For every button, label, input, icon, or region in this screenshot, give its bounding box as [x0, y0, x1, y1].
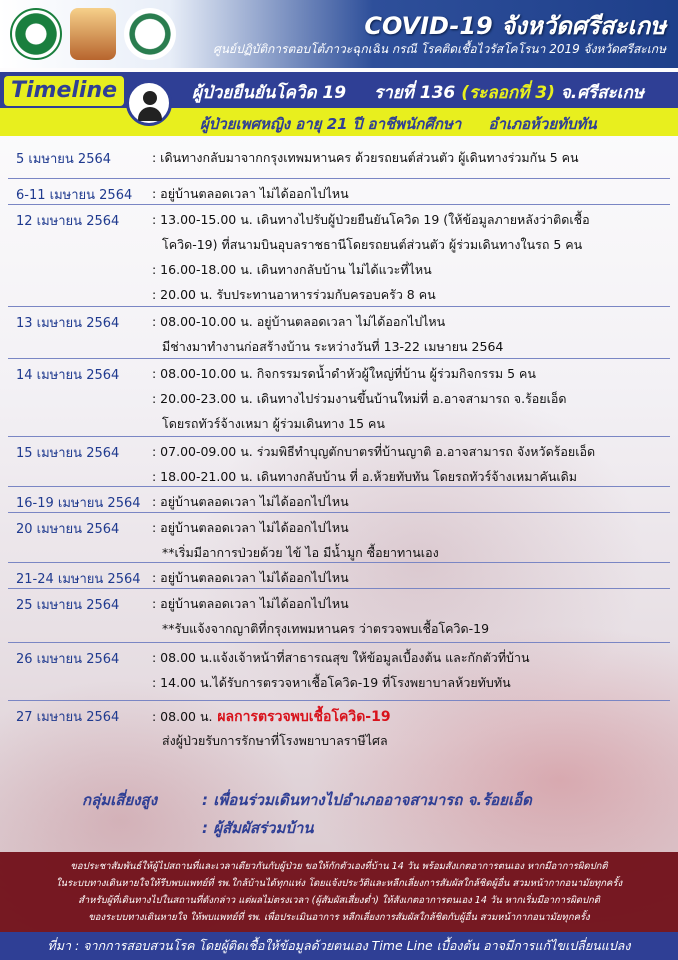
timeline-event-line: : 08.00-10.00 น. กิจกรรมรดน้ำดำหัวผู้ใหญ่ที่บ้าน ผู้ร่วมกิจกรรม 5 คน [152, 366, 536, 381]
risk-group-row-2 [82, 816, 314, 840]
timeline-event-line: **เริ่มมีอาการป่วยด้วย ไข้ ไอ มีน้ำมูก ซื้อยาทานเอง [162, 545, 439, 560]
advisory-line: ของระบบทางเดินหายใจ ให้พบแพทย์ที่ รพ. เพื่อประเมินอาการ หลีกเลี่ยงการสัมผัสใกล้ชิดกับผู้อื่น สวมหน้ากากอนามัยทุกครั้ง [88, 912, 590, 923]
case-heading [192, 79, 644, 106]
timeline-date: 14 เมษายน 2564 [16, 368, 120, 383]
timeline-event-line: **รับแจ้งจากญาติที่กรุงเทพมหานคร ว่าตรวจพบเชื้อโควิด-19 [162, 621, 490, 636]
timeline-event-line: : 08.00-10.00 น. อยู่บ้านตลอดเวลา ไม่ได้ออกไปไหน [152, 314, 446, 329]
patient-district: อำเภอห้วยทับทัน [488, 115, 597, 133]
timeline-date: 16-19 เมษายน 2564 [16, 496, 141, 511]
timeline-divider [8, 204, 670, 205]
timeline-event-line: : อยู่บ้านตลอดเวลา ไม่ได้ออกไปไหน [152, 596, 349, 611]
header-bar [0, 0, 678, 68]
timeline-event-line: : 20.00-23.00 น. เดินทางไปร่วมงานขึ้นบ้านใหม่ที่ อ.อาจสามารถ จ.ร้อยเอ็ด [152, 391, 567, 406]
timeline-divider [8, 588, 670, 589]
advisory-line: ในระบบทางเดินหายใจให้รีบพบแพทย์ที่ รพ.ใกล้บ้านได้ทุกแห่ง โดยแจ้งประวัติและหลีกเลี่ยงการสัมผัสใกล้ชิดผู้อื่น สวมหน้ากากอนามัยทุกครั้ง [55, 878, 623, 889]
timeline-divider [8, 562, 670, 563]
source-footer: ที่มา : จากการสอบสวนโรค โดยผู้ติดเชื้อให้ข้อมูลด้วยตนเอง Time Line เบื้องต้น อาจมีการแก้ไขเปลี่ยนแปลง [0, 932, 678, 960]
timeline-date: 25 เมษายน 2564 [16, 598, 120, 613]
timeline-divider [8, 700, 670, 701]
timeline-event-line: : 13.00-15.00 น. เดินทางไปรับผู้ป่วยยืนยันโควิด 19 (ให้ข้อมูลภายหลังว่าติดเชื้อ [152, 212, 590, 227]
health-office-logo-icon [124, 8, 176, 60]
ministry-logo-icon [10, 8, 62, 60]
timeline-date: 27 เมษายน 2564 [16, 710, 120, 725]
patient-info: ผู้ป่วยเพศหญิง อายุ 21 ปี อาชีพนักศึกษา [200, 115, 462, 133]
timeline-event-line: : 20.00 น. รับประทานอาหารร่วมกับครอบครัว 8 คน [152, 287, 436, 302]
timeline-divider [8, 486, 670, 487]
case-number: รายที่ 136 [374, 83, 456, 103]
timeline-date: 13 เมษายน 2564 [16, 316, 120, 331]
timeline-event-line: : อยู่บ้านตลอดเวลา ไม่ได้ออกไปไหน [152, 494, 349, 509]
timeline-event-line: โดยรถทัวร์จ้างเหมา ผู้ร่วมเดินทาง 15 คน [162, 416, 385, 431]
timeline-divider [8, 642, 670, 643]
timeline-event-line: โควิด-19) ที่สนามบินอุบลราชธานีโดยรถยนต์ส่วนตัว ผู้ร่วมเดินทางในรถ 5 คน [162, 237, 583, 252]
timeline-event-line: : อยู่บ้านตลอดเวลา ไม่ได้ออกไปไหน [152, 570, 349, 585]
timeline-event-line: มีช่างมาทำงานก่อสร้างบ้าน ระหว่างวันที่ 13-22 เมษายน 2564 [162, 339, 504, 354]
risk-group-item: : ผู้สัมผัสร่วมบ้าน [202, 819, 314, 837]
patient-heading [200, 112, 597, 136]
female-patient-icon [126, 80, 172, 126]
timeline-divider [8, 358, 670, 359]
timeline-badge: Timeline [4, 76, 124, 106]
timeline-divider [8, 178, 670, 179]
timeline-divider [8, 512, 670, 513]
timeline-event-line: : อยู่บ้านตลอดเวลา ไม่ได้ออกไปไหน [152, 520, 349, 535]
risk-group-label: กลุ่มเสี่ยงสูง [82, 791, 158, 809]
timeline-event-line: : 16.00-18.00 น. เดินทางกลับบ้าน ไม่ได้แวะที่ไหน [152, 262, 432, 277]
advisory-line: ขอประชาสัมพันธ์ให้ผู้ไปสถานที่และเวลาเดียวกันกับผู้ป่วย ขอให้กักตัวเองที่บ้าน 14 วัน พร้อมสังเกตอาการตนเอง หากมีอาการผิดปกติ [70, 861, 608, 872]
case-title: ผู้ป่วยยืนยันโควิด 19 [192, 83, 347, 103]
timeline-date: 26 เมษายน 2564 [16, 652, 120, 667]
timeline-date: 15 เมษายน 2564 [16, 446, 120, 461]
risk-group-item: : เพื่อนร่วมเดินทางไปอำเภออาจสามารถ จ.ร้อยเอ็ด [202, 791, 532, 809]
timeline-date: 20 เมษายน 2564 [16, 522, 120, 537]
timeline-event-line: : เดินทางกลับมาจากกรุงเทพมหานคร ด้วยรถยนต์ส่วนตัว ผู้เดินทางร่วมกัน 5 คน [152, 150, 579, 165]
timeline-date: 6-11 เมษายน 2564 [16, 188, 133, 203]
province-emblem-icon [70, 8, 116, 60]
timeline-event-line: : อยู่บ้านตลอดเวลา ไม่ได้ออกไปไหน [152, 186, 349, 201]
timeline-event-line: : 07.00-09.00 น. ร่วมพิธีทำบุญตักบาตรที่บ้านญาติ อ.อาจสามารถ จังหวัดร้อยเอ็ด [152, 444, 596, 459]
page-title: COVID-19 จังหวัดศรีสะเกษ [364, 12, 666, 40]
timeline-date: 5 เมษายน 2564 [16, 152, 112, 167]
case-wave: (ระลอกที่ 3) [461, 83, 555, 103]
timeline-date: 21-24 เมษายน 2564 [16, 572, 141, 587]
timeline-divider [8, 436, 670, 437]
timeline-event-line: : 18.00-21.00 น. เดินทางกลับบ้าน ที่ อ.ห้วยทับทัน โดยรถทัวร์จ้างเหมาคันเดิม [152, 469, 578, 484]
test-result-highlight: ผลการตรวจพบเชื้อโควิด-19 [212, 709, 391, 725]
timeline-event-line: : 08.00 น. ผลการตรวจพบเชื้อโควิด-19 [152, 709, 391, 725]
advisory-line: สำหรับผู้ที่เดินทางไปในสถานที่ดังกล่าว แต่ผลไม่ตรงเวลา (ผู้สัมผัสเสี่ยงต่ำ) ให้สังเกตอาการตนเอง 14 วัน หากเริ่มมีอาการผิดปกติ [78, 895, 600, 906]
advisory-box [0, 852, 678, 932]
timeline-event-line: : 08.00 น.แจ้งเจ้าหน้าที่สาธารณสุข ให้ข้อมูลเบื้องต้น และกักตัวที่บ้าน [152, 650, 530, 665]
timeline-divider [8, 306, 670, 307]
timeline-date: 12 เมษายน 2564 [16, 214, 120, 229]
timeline-event-line: ส่งผู้ป่วยรับการรักษาที่โรงพยาบาลราษีไศล [162, 733, 388, 748]
timeline-event-line: : 14.00 น.ได้รับการตรวจหาเชื้อโควิด-19 ที่โรงพยาบาลห้วยทับทัน [152, 675, 511, 690]
risk-group-row-1 [82, 788, 532, 812]
case-province: จ.ศรีสะเกษ [560, 83, 644, 103]
page-subtitle: ศูนย์ปฏิบัติการตอบโต้ภาวะฉุกเฉิน กรณี โรคติดเชื้อไวรัสโคโรนา 2019 จังหวัดศรีสะเกษ [213, 42, 666, 56]
